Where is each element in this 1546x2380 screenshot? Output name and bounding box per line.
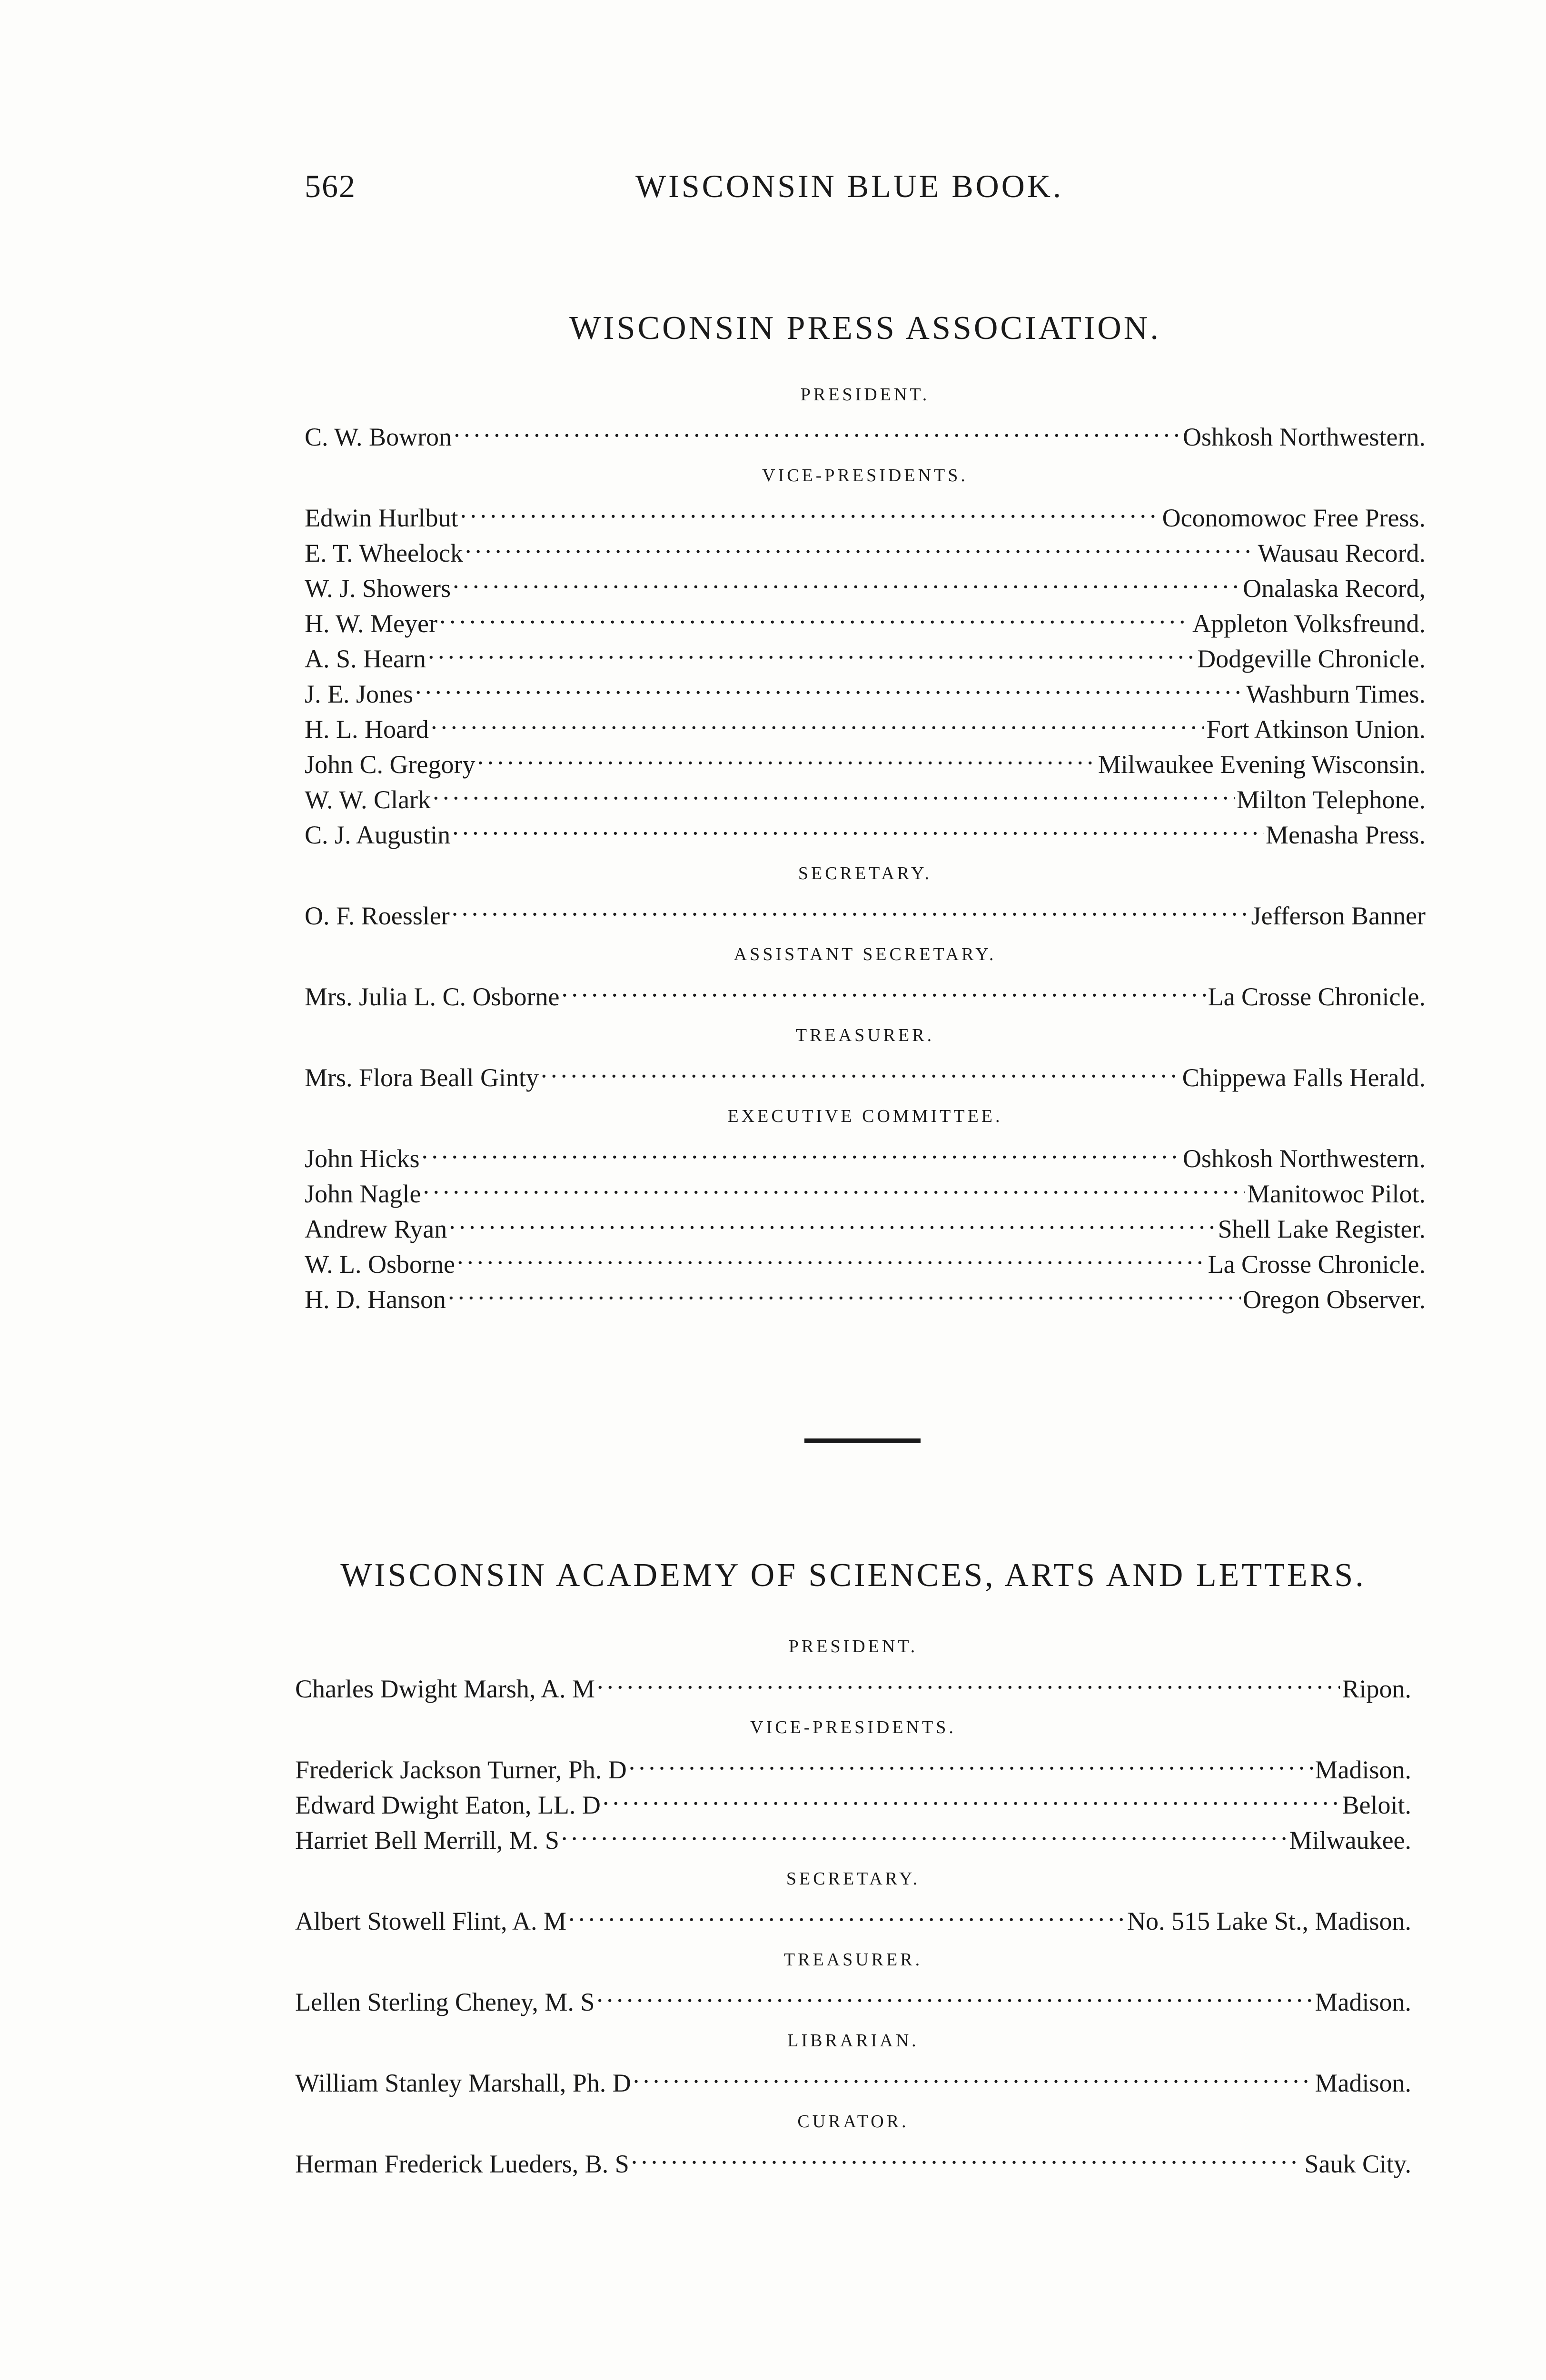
officer-name: E. T. Wheelock (305, 539, 463, 567)
dot-leader (561, 970, 1206, 1005)
role-heading: VICE-PRESIDENTS. (750, 1717, 956, 1737)
officer-entry (305, 889, 1426, 930)
dot-leader (541, 1051, 1180, 1086)
officer-group (295, 1869, 1411, 1935)
officer-name: Frederick Jackson Turner, Ph. D (295, 1755, 627, 1784)
officer-affiliation: Chippewa Falls Herald. (1182, 1063, 1426, 1092)
officer-name: W. W. Clark (305, 785, 431, 814)
officer-affiliation: Shell Lake Register. (1218, 1215, 1426, 1243)
officer-name: C. W. Bowron (305, 423, 452, 451)
officer-affiliation: Washburn Times. (1246, 680, 1426, 708)
officer-group (295, 1636, 1411, 1703)
dot-leader (452, 889, 1249, 924)
role-heading: TREASURER. (783, 1950, 923, 1970)
officer-group (305, 1025, 1426, 1092)
officer-affiliation: La Crosse Chronicle. (1208, 982, 1426, 1011)
officer-affiliation: Onalaska Record, (1243, 574, 1426, 603)
officer-entry (295, 1975, 1411, 2016)
section-title: WISCONSIN ACADEMY OF SCIENCES, ARTS AND LETTERS. (340, 1557, 1366, 1594)
officer-affiliation: Madison. (1315, 1988, 1411, 2016)
page-number: 562 (305, 168, 356, 204)
dot-leader (457, 1238, 1206, 1273)
officer-entry (305, 1051, 1426, 1092)
officer-name: Harriet Bell Merrill, M. S (295, 1826, 559, 1854)
officer-name: Edwin Hurlbut (305, 504, 458, 532)
dot-leader (423, 1167, 1245, 1202)
officer-name: Mrs. Flora Beall Ginty (305, 1063, 539, 1092)
dot-leader (597, 1662, 1340, 1697)
role-heading: SECRETARY. (798, 863, 932, 883)
officer-name: Charles Dwight Marsh, A. M (295, 1675, 595, 1703)
section-divider (804, 1438, 921, 1443)
press-association-section (305, 309, 1426, 1329)
officer-name: J. E. Jones (305, 680, 413, 708)
role-heading: EXECUTIVE COMMITTEE. (727, 1106, 1003, 1126)
officer-name: H. W. Meyer (305, 609, 437, 638)
officer-entry (305, 410, 1426, 451)
officer-affiliation: Madison. (1315, 1755, 1411, 1784)
officer-affiliation: La Crosse Chronicle. (1208, 1250, 1426, 1279)
press-officer-list (305, 385, 1426, 1314)
running-title: WISCONSIN BLUE BOOK. (635, 168, 1063, 204)
officer-group (305, 944, 1426, 1011)
officer-entry (295, 2056, 1411, 2097)
officer-affiliation: Oshkosh Northwestern. (1183, 423, 1426, 451)
officer-name: H. L. Hoard (305, 715, 429, 744)
officer-name: C. J. Augustin (305, 821, 451, 849)
officer-entry (305, 970, 1426, 1011)
officer-affiliation: Jefferson Banner (1251, 902, 1426, 930)
officer-name: William Stanley Marshall, Ph. D (295, 2069, 631, 2097)
officer-affiliation: Manitowoc Pilot. (1247, 1180, 1426, 1208)
officer-affiliation: No. 515 Lake St., Madison. (1127, 1907, 1411, 1935)
officer-name: H. D. Hanson (305, 1285, 446, 1314)
dot-leader (568, 1894, 1125, 1930)
officer-affiliation: Milwaukee. (1289, 1826, 1411, 1854)
officer-affiliation: Milton Telephone. (1236, 785, 1426, 814)
section-title: WISCONSIN PRESS ASSOCIATION. (569, 310, 1161, 347)
officer-entry (295, 1894, 1411, 1935)
role-heading: VICE-PRESIDENTS. (762, 466, 968, 486)
officer-affiliation: Milwaukee Evening Wisconsin. (1098, 750, 1426, 779)
officer-name: John Hicks (305, 1144, 420, 1173)
officer-name: W. J. Showers (305, 574, 451, 603)
role-heading: TREASURER. (795, 1025, 935, 1045)
dot-leader (561, 1814, 1288, 1849)
role-heading: ASSISTANT SECRETARY. (733, 944, 997, 964)
officer-name: O. F. Roessler (305, 902, 450, 930)
dot-leader (631, 2137, 1303, 2172)
dot-leader (449, 1202, 1216, 1238)
academy-officer-list (295, 1636, 1411, 2178)
role-heading: SECRETARY. (786, 1869, 921, 1889)
officer-name: Andrew Ryan (305, 1215, 447, 1243)
officer-name: Mrs. Julia L. C. Osborne (305, 982, 560, 1011)
officer-group (295, 2031, 1411, 2097)
officer-name: Herman Frederick Lueders, B. S (295, 2150, 629, 2178)
dot-leader (428, 632, 1195, 667)
officer-entry (305, 491, 1426, 532)
dot-leader (415, 667, 1244, 703)
officer-group (305, 863, 1426, 930)
dot-leader (448, 1273, 1241, 1308)
dot-leader (439, 597, 1190, 632)
officer-name: A. S. Hearn (305, 645, 426, 673)
officer-name: Lellen Sterling Cheney, M. S (295, 1988, 595, 2016)
officer-affiliation: Fort Atkinson Union. (1206, 715, 1426, 744)
dot-leader (633, 2056, 1313, 2092)
dot-leader (452, 808, 1264, 843)
officer-affiliation: Menasha Press. (1266, 821, 1426, 849)
officer-affiliation: Oconomowoc Free Press. (1162, 504, 1426, 532)
dot-leader (603, 1778, 1340, 1814)
officer-group (295, 2112, 1411, 2178)
academy-section (295, 1557, 1411, 2193)
officer-affiliation: Madison. (1315, 2069, 1411, 2097)
dot-leader (431, 703, 1205, 738)
dot-leader (454, 410, 1181, 446)
role-heading: PRESIDENT. (800, 385, 930, 405)
officer-name: Edward Dwight Eaton, LL. D (295, 1791, 601, 1819)
officer-group (305, 466, 1426, 849)
officer-affiliation: Wausau Record. (1258, 539, 1426, 567)
officer-name: John Nagle (305, 1180, 421, 1208)
dot-leader (629, 1743, 1313, 1778)
officer-entry (305, 808, 1426, 849)
officer-affiliation: Oshkosh Northwestern. (1183, 1144, 1426, 1173)
officer-affiliation: Sauk City. (1304, 2150, 1411, 2178)
officer-entry (295, 2137, 1411, 2178)
officer-name: Albert Stowell Flint, A. M (295, 1907, 567, 1935)
officer-group (295, 1950, 1411, 2016)
officer-entry (305, 1132, 1426, 1173)
officer-affiliation: Appleton Volksfreund. (1192, 609, 1426, 638)
officer-entry (295, 1743, 1411, 1784)
dot-leader (422, 1132, 1181, 1167)
dot-leader (433, 773, 1235, 808)
dot-leader (453, 562, 1241, 597)
officer-name: John C. Gregory (305, 750, 476, 779)
dot-leader (596, 1975, 1313, 2011)
role-heading: LIBRARIAN. (787, 2031, 919, 2051)
officer-affiliation: Dodgeville Chronicle. (1197, 645, 1426, 673)
role-heading: PRESIDENT. (788, 1636, 918, 1656)
role-heading: CURATOR. (797, 2112, 909, 2132)
officer-affiliation: Beloit. (1342, 1791, 1411, 1819)
officer-group (305, 1106, 1426, 1314)
dot-leader (460, 491, 1160, 526)
dot-leader (465, 526, 1256, 562)
officer-affiliation: Oregon Observer. (1243, 1285, 1426, 1314)
officer-affiliation: Ripon. (1342, 1675, 1411, 1703)
dot-leader (477, 738, 1096, 773)
officer-name: W. L. Osborne (305, 1250, 455, 1279)
officer-entry (295, 1662, 1411, 1703)
officer-group (305, 385, 1426, 451)
officer-group (295, 1717, 1411, 1854)
